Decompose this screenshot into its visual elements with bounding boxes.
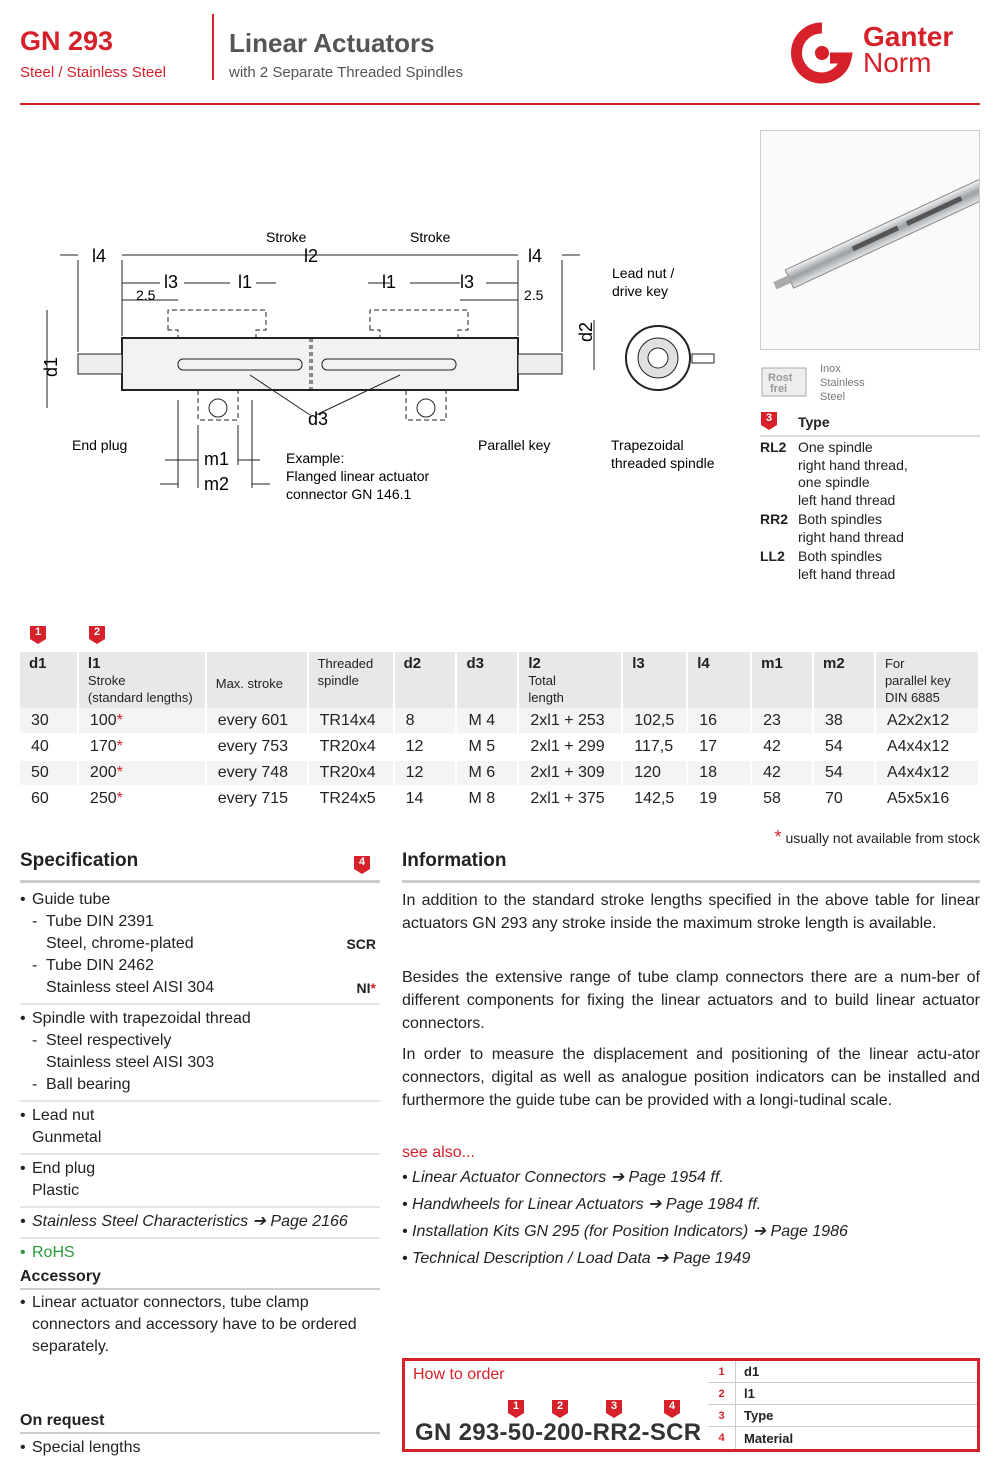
bullet: • bbox=[20, 1439, 26, 1456]
link-text[interactable]: Handwheels for Linear Actuators bbox=[412, 1196, 644, 1213]
star-mark: * bbox=[116, 790, 123, 807]
d2-label: d2 bbox=[576, 321, 596, 342]
th-key bbox=[875, 652, 979, 708]
th-max-stroke bbox=[206, 652, 308, 708]
product-photo bbox=[760, 130, 980, 350]
product-material: Steel / Stainless Steel bbox=[20, 64, 166, 81]
th-stroke-std: (standard lengths) bbox=[87, 690, 193, 705]
th-stroke: Stroke bbox=[87, 673, 126, 688]
cell-l4: 17 bbox=[687, 734, 751, 760]
spec-rohs bbox=[20, 1239, 380, 1268]
spec-spindle-sub1-b: Stainless steel AISI 303 bbox=[46, 1054, 215, 1071]
order-badge-4-number: 4 bbox=[668, 1400, 676, 1412]
cell-d2: 8 bbox=[394, 708, 457, 734]
cell-l1-value: 250 bbox=[89, 790, 117, 807]
example-desc-1: Flanged linear actuator bbox=[286, 468, 430, 484]
order-legend-num: 4 bbox=[708, 1427, 736, 1449]
cell-l1-value: 200 bbox=[89, 764, 117, 781]
th-l4 bbox=[687, 652, 751, 708]
l3-right-label: l3 bbox=[460, 272, 475, 292]
cell-l4: 19 bbox=[687, 786, 751, 812]
cell-m1: 42 bbox=[751, 734, 813, 760]
cell-d2: 12 bbox=[394, 760, 457, 786]
spec-stainless-page[interactable]: Page 2166 bbox=[270, 1213, 348, 1230]
header-rule bbox=[20, 103, 980, 105]
inox-text: Inox bbox=[820, 363, 841, 375]
l4-left-label: l4 bbox=[92, 246, 107, 266]
info-p3: In order to measure the displacement and positioning of the linear actu-ator connectors, digital as well as analogue position indicators can be installed and furthermore the guide tube can be provided with a longi-tudinal scale. bbox=[402, 1046, 980, 1109]
stamp-text-1: Rost bbox=[768, 372, 793, 384]
link-page[interactable]: Page 1984 ff. bbox=[665, 1196, 762, 1213]
end-plug-label: End plug bbox=[72, 437, 128, 453]
cell-l2: 2xl1 + 309 bbox=[518, 760, 622, 786]
specification-rule bbox=[20, 880, 380, 883]
dim-2-5-left: 2.5 bbox=[136, 287, 156, 303]
star-mark: * bbox=[116, 764, 123, 781]
cell-d3: M 8 bbox=[456, 786, 518, 812]
spec-spindle-label: Spindle with trapezoidal thread bbox=[32, 1010, 251, 1027]
spec-spindle-sub2 bbox=[32, 1074, 380, 1096]
cell-spindle: TR14x4 bbox=[308, 708, 394, 734]
th-d2-sym: d2 bbox=[403, 655, 422, 672]
table-row bbox=[20, 708, 979, 734]
th-for: For bbox=[884, 656, 905, 671]
spec-guide-tube bbox=[20, 886, 380, 1005]
link-text[interactable]: Linear Actuator Connectors bbox=[412, 1169, 607, 1186]
l2-label: l2 bbox=[304, 246, 319, 266]
cell-l2: 2xl1 + 375 bbox=[518, 786, 622, 812]
cell-d2: 12 bbox=[394, 734, 457, 760]
type-item-ll2 bbox=[760, 548, 895, 583]
arrow-icon: ➔ bbox=[752, 1223, 767, 1240]
d3-label: d3 bbox=[308, 409, 329, 429]
order-left bbox=[405, 1361, 708, 1449]
spec-end-plug-mat: Plastic bbox=[32, 1182, 80, 1199]
bullet: • bbox=[20, 1294, 26, 1311]
cell-max: every 753 bbox=[206, 734, 308, 760]
lead-nut-label-1: Lead nut / bbox=[612, 265, 675, 281]
l3-left-label: l3 bbox=[164, 272, 179, 292]
spec-tube1 bbox=[32, 911, 380, 955]
cell-l3: 117,5 bbox=[622, 734, 687, 760]
cell-spindle: TR20x4 bbox=[308, 760, 394, 786]
dimension-table bbox=[20, 652, 980, 813]
th-d2 bbox=[394, 652, 457, 708]
link-page[interactable]: Page 1954 ff. bbox=[628, 1169, 724, 1186]
on-request-heading: On request bbox=[20, 1412, 105, 1429]
how-to-order-box bbox=[402, 1358, 980, 1452]
stroke-left-label: Stroke bbox=[266, 229, 307, 245]
dash: - bbox=[32, 1076, 38, 1093]
arrow-icon: ➔ bbox=[655, 1250, 669, 1267]
bullet: • bbox=[20, 1010, 26, 1027]
stroke-right-label: Stroke bbox=[410, 229, 451, 245]
order-code: GN 293-50-200-RR2-SCR bbox=[415, 1419, 702, 1446]
on-request-text bbox=[20, 1437, 141, 1459]
th-l2 bbox=[518, 652, 622, 708]
th-l4-sym: l4 bbox=[697, 655, 710, 672]
cell-d3: M 4 bbox=[456, 708, 518, 734]
d1-label: d1 bbox=[41, 356, 61, 377]
cell-m2: 54 bbox=[813, 734, 875, 760]
cell-key: A5x5x16 bbox=[875, 786, 979, 812]
m1-label: m1 bbox=[204, 449, 230, 469]
table-header-row bbox=[20, 652, 979, 708]
spec-lead-nut-mat: Gunmetal bbox=[32, 1129, 102, 1146]
spec-code-ni-text: NI bbox=[356, 980, 371, 996]
accessory-heading: Accessory bbox=[20, 1268, 101, 1285]
cell-l2: 2xl1 + 299 bbox=[518, 734, 622, 760]
star-mark: * bbox=[370, 980, 376, 996]
see-also-label: see also... bbox=[402, 1144, 475, 1161]
star-mark: * bbox=[116, 738, 123, 755]
trapezoidal-label-1: Trapezoidal bbox=[611, 437, 684, 453]
ganter-logo-icon bbox=[784, 22, 856, 84]
type-code: RR2 bbox=[760, 511, 789, 527]
cell-l3: 102,5 bbox=[622, 708, 687, 734]
cell-max: every 601 bbox=[206, 708, 308, 734]
spec-spindle bbox=[20, 1005, 380, 1102]
th-d3-sym: d3 bbox=[466, 655, 484, 672]
th-l1 bbox=[78, 652, 206, 708]
type-heading: Type bbox=[798, 414, 830, 430]
cell-d3: M 5 bbox=[456, 734, 518, 760]
link-text[interactable]: Technical Description / Load Data bbox=[412, 1250, 651, 1267]
example-desc-2: connector GN 146.1 bbox=[286, 486, 412, 502]
type-code: LL2 bbox=[760, 548, 785, 564]
order-legend-label: Type bbox=[744, 1408, 774, 1423]
type-item-rr2 bbox=[760, 511, 904, 546]
specification-heading: Specification bbox=[20, 850, 139, 871]
th-m2-sym: m2 bbox=[823, 655, 845, 672]
linear-actuator-image bbox=[761, 131, 979, 349]
cell-l1-value: 100 bbox=[89, 711, 117, 729]
spec-code-scr: SCR bbox=[346, 936, 376, 952]
cell-m2: 70 bbox=[813, 786, 875, 812]
dash: - bbox=[32, 913, 38, 930]
info-p1: In addition to the standard stroke lengths specified in the above table for linear actuators GN 293 any stroke inside the maximum stroke length is available. bbox=[402, 892, 980, 932]
spec-tube2-mat: Stainless steel AISI 304 bbox=[46, 979, 215, 996]
logo-text bbox=[863, 21, 954, 78]
info-p2: Besides the extensive range of tube clamp connectors there are a num-ber of different components for fixing the linear actuators and to build linear actuator connectors. bbox=[402, 969, 980, 1032]
cell-key: A4x4x12 bbox=[875, 760, 979, 786]
bullet: • bbox=[20, 1107, 26, 1124]
lead-nut-label-2: drive key bbox=[612, 283, 669, 299]
spec-stainless-link[interactable] bbox=[20, 1208, 380, 1239]
technical-drawing bbox=[20, 220, 740, 510]
l4-right-label: l4 bbox=[528, 246, 543, 266]
cell-l1 bbox=[78, 708, 206, 734]
th-length: length bbox=[528, 690, 564, 705]
th-threaded-text: Threaded bbox=[317, 656, 374, 671]
see-also-list bbox=[402, 1164, 980, 1272]
m2-label: m2 bbox=[204, 474, 230, 494]
link-text[interactable]: Installation Kits GN 295 (for Position Indicators) bbox=[412, 1223, 749, 1240]
link-page[interactable]: Page 1949 bbox=[673, 1250, 751, 1267]
th-total: Total bbox=[528, 673, 556, 688]
bullet: • bbox=[20, 891, 26, 908]
badge-2-number: 2 bbox=[93, 626, 101, 638]
table-row bbox=[20, 786, 979, 812]
dash: - bbox=[32, 957, 38, 974]
cell-m2: 54 bbox=[813, 760, 875, 786]
star-mark: * bbox=[116, 711, 123, 729]
badge-1-number: 1 bbox=[34, 626, 42, 638]
table-row bbox=[20, 734, 979, 760]
order-badge-1-number: 1 bbox=[512, 1400, 520, 1412]
footnote-star: * bbox=[774, 827, 782, 847]
cell-l2: 2xl1 + 253 bbox=[518, 708, 622, 734]
th-d1 bbox=[20, 652, 78, 708]
on-request-desc: Special lengths bbox=[32, 1439, 141, 1456]
spec-spindle-sub1-a: Steel respectively bbox=[46, 1032, 172, 1049]
table-row bbox=[20, 760, 979, 786]
order-legend-row bbox=[708, 1405, 977, 1427]
arrow-icon: ➔ bbox=[648, 1196, 662, 1213]
page-title: Linear Actuators bbox=[229, 28, 435, 58]
dim-2-5-right: 2.5 bbox=[524, 287, 544, 303]
order-title: How to order bbox=[413, 1366, 505, 1383]
order-legend-row bbox=[708, 1383, 977, 1405]
type-item-rl2 bbox=[760, 439, 908, 509]
spec-guide-tube-label: Guide tube bbox=[32, 891, 111, 908]
cell-key: A4x4x12 bbox=[875, 734, 979, 760]
inox-label bbox=[820, 362, 865, 404]
cell-d1: 40 bbox=[20, 734, 78, 760]
cell-m1: 42 bbox=[751, 760, 813, 786]
cell-spindle: TR24x5 bbox=[308, 786, 394, 812]
spec-spindle-sub2-label: Ball bearing bbox=[46, 1076, 131, 1093]
spec-stainless-link-text[interactable]: Stainless Steel Characteristics bbox=[32, 1213, 249, 1230]
page-subtitle: with 2 Separate Threaded Spindles bbox=[229, 64, 464, 81]
see-also-item[interactable]: • Technical Description / Load Data ➔ Page 1949 bbox=[402, 1250, 751, 1267]
accessory-text bbox=[20, 1292, 360, 1358]
cell-m1: 58 bbox=[751, 786, 813, 812]
order-badge-2-number: 2 bbox=[556, 1400, 564, 1412]
th-d3 bbox=[456, 652, 518, 708]
th-d1-sym: d1 bbox=[29, 655, 47, 672]
table-footnote bbox=[775, 827, 980, 848]
order-legend-label: l1 bbox=[744, 1386, 755, 1401]
th-din: DIN 6885 bbox=[884, 690, 940, 705]
cell-l1 bbox=[78, 734, 206, 760]
accessory-desc: Linear actuator connectors, tube clamp connectors and accessory have to be ordered separately. bbox=[32, 1294, 357, 1355]
cell-l1 bbox=[78, 760, 206, 786]
steel-text: Steel bbox=[820, 391, 846, 403]
type-desc: Both spindles left hand thread bbox=[798, 548, 896, 582]
cell-d1: 60 bbox=[20, 786, 78, 812]
order-legend-label: d1 bbox=[744, 1364, 760, 1379]
cell-l4: 16 bbox=[687, 708, 751, 734]
th-l3-sym: l3 bbox=[632, 655, 645, 672]
order-legend-num: 2 bbox=[708, 1383, 736, 1404]
spec-tube1-label: Tube DIN 2391 bbox=[46, 913, 154, 930]
order-badge-3-number: 3 bbox=[610, 1400, 618, 1412]
spec-lead-nut bbox=[20, 1102, 380, 1155]
see-also-item[interactable]: • Linear Actuator Connectors ➔ Page 1954 ff. bbox=[402, 1169, 724, 1186]
spec-end-plug bbox=[20, 1155, 380, 1208]
bullet: • bbox=[20, 1160, 26, 1177]
information-heading: Information bbox=[402, 850, 507, 871]
header-divider bbox=[212, 14, 214, 80]
product-code: GN 293 bbox=[20, 26, 114, 56]
th-m2 bbox=[813, 652, 875, 708]
th-max-stroke-text: Max. stroke bbox=[215, 676, 283, 691]
order-legend-label: Material bbox=[744, 1430, 794, 1446]
cell-max: every 748 bbox=[206, 760, 308, 786]
l1-left-label: l1 bbox=[238, 272, 253, 292]
on-request-rule bbox=[20, 1432, 380, 1434]
bullet: • bbox=[20, 1244, 26, 1261]
cell-max: every 715 bbox=[206, 786, 308, 812]
cell-l4: 18 bbox=[687, 760, 751, 786]
th-l2-sym: l2 bbox=[528, 655, 541, 672]
bullet: • bbox=[20, 1213, 26, 1230]
cell-spindle: TR20x4 bbox=[308, 734, 394, 760]
footnote-text: usually not available from stock bbox=[785, 830, 980, 846]
th-threaded bbox=[308, 652, 394, 708]
spec-tube2-label: Tube DIN 2462 bbox=[46, 957, 154, 974]
type-code: RL2 bbox=[760, 439, 787, 455]
arrow-icon: ➔ bbox=[610, 1169, 625, 1186]
cell-d3: M 6 bbox=[456, 760, 518, 786]
see-also-item[interactable]: • Installation Kits GN 295 (for Position Indicators) ➔ Page 1986 bbox=[402, 1223, 848, 1240]
example-label: Example: bbox=[286, 450, 345, 466]
type-desc: One spindle right hand thread, one spindle left hand thread bbox=[798, 439, 908, 508]
dash: - bbox=[32, 1032, 38, 1049]
spec-tube1-mat: Steel, chrome-plated bbox=[46, 935, 194, 952]
th-l3 bbox=[622, 652, 687, 708]
badge-3-number: 3 bbox=[765, 412, 773, 424]
spec-code-ni bbox=[357, 977, 376, 999]
order-legend-num: 1 bbox=[708, 1361, 736, 1382]
spec-tube2 bbox=[32, 955, 380, 999]
stamp-text-2: frei bbox=[770, 383, 788, 395]
order-legend-row bbox=[708, 1361, 977, 1383]
cell-l3: 120 bbox=[622, 760, 687, 786]
l1-right-label: l1 bbox=[382, 272, 397, 292]
cell-m1: 23 bbox=[751, 708, 813, 734]
th-parallel-key: parallel key bbox=[884, 673, 951, 688]
rostfrei-stamp-icon bbox=[760, 364, 810, 400]
spec-spindle-sub1 bbox=[32, 1030, 380, 1074]
cell-key: A2x2x12 bbox=[875, 708, 979, 734]
order-legend-num: 3 bbox=[708, 1405, 736, 1426]
cell-d2: 14 bbox=[394, 786, 457, 812]
trapezoidal-label-2: threaded spindle bbox=[611, 455, 715, 471]
th-m1-sym: m1 bbox=[761, 655, 783, 672]
th-m1 bbox=[751, 652, 813, 708]
spec-lead-nut-label: Lead nut bbox=[32, 1107, 95, 1124]
see-also-item[interactable]: • Handwheels for Linear Actuators ➔ Page 1984 ff. bbox=[402, 1196, 762, 1213]
spec-rohs-text: RoHS bbox=[32, 1244, 75, 1261]
type-divider bbox=[760, 435, 980, 437]
cell-d1: 50 bbox=[20, 760, 78, 786]
information-rule bbox=[402, 880, 980, 883]
cell-l1 bbox=[78, 786, 206, 812]
type-desc: Both spindles right hand thread bbox=[798, 511, 904, 545]
cell-m2: 38 bbox=[813, 708, 875, 734]
parallel-key-label: Parallel key bbox=[478, 437, 551, 453]
order-legend bbox=[708, 1361, 977, 1449]
th-spindle-text: spindle bbox=[317, 673, 359, 688]
logo-ganter: Ganter bbox=[863, 21, 954, 52]
badge-4-number: 4 bbox=[358, 856, 366, 868]
th-l1-sym: l1 bbox=[87, 655, 101, 672]
cell-d1: 30 bbox=[20, 708, 78, 734]
specification-list bbox=[20, 886, 380, 1268]
stainless-text: Stainless bbox=[820, 377, 865, 389]
cell-l3: 142,5 bbox=[622, 786, 687, 812]
accessory-rule bbox=[20, 1288, 380, 1290]
link-page[interactable]: Page 1986 bbox=[770, 1223, 848, 1240]
arrow-icon: ➔ bbox=[252, 1213, 266, 1230]
cell-l1-value: 170 bbox=[89, 738, 117, 755]
order-legend-row bbox=[708, 1427, 977, 1449]
spec-end-plug-label: End plug bbox=[32, 1160, 96, 1177]
logo-norm: Norm bbox=[863, 47, 932, 78]
